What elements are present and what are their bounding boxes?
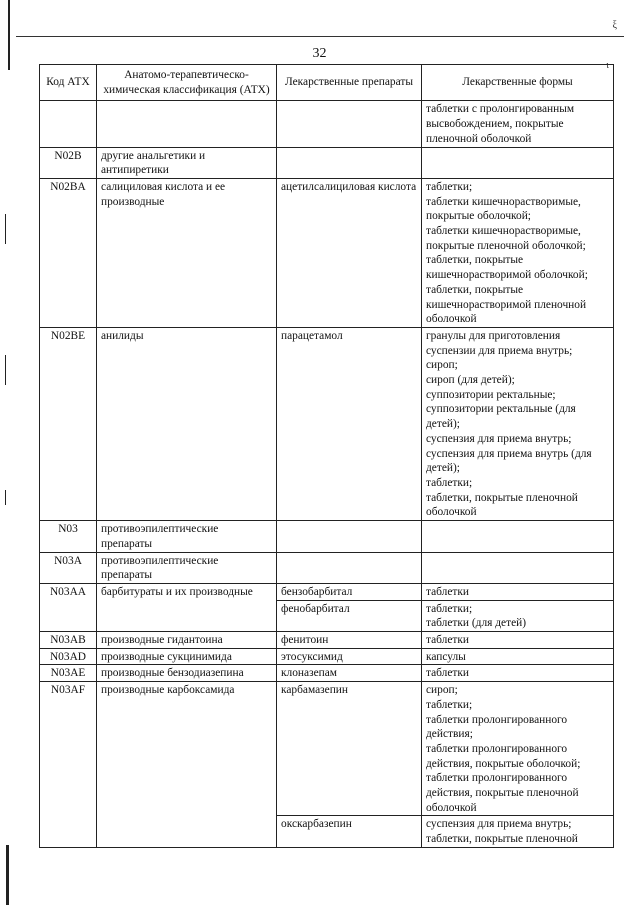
dosage-forms-cell — [422, 632, 614, 649]
scan-edge-mark — [5, 214, 6, 244]
scan-edge-mark — [6, 845, 9, 905]
atx-code-cell: N03 — [40, 521, 97, 552]
drug-name-cell — [277, 521, 422, 552]
table-row — [40, 552, 614, 583]
scan-edge-mark — [5, 490, 6, 505]
table-row — [40, 632, 614, 649]
dosage-form-item: таблетки; — [426, 476, 473, 489]
drug-name-cell: клоназепам — [277, 665, 422, 682]
header-drugs: Лекарственные препараты — [277, 65, 422, 101]
header-code: Код АТХ — [40, 65, 97, 101]
table-row — [40, 648, 614, 665]
dosage-form-item: таблетки — [426, 634, 470, 647]
dosage-form-item: таблетки пролонгированного действия, покрытые оболочкой; — [426, 742, 581, 770]
dosage-form-item: сироп; — [426, 359, 458, 372]
table-row — [40, 178, 614, 327]
atx-code-cell: N03AF — [40, 682, 97, 848]
dosage-forms-cell — [422, 600, 614, 631]
table-row — [40, 521, 614, 552]
atx-code-cell: N02BA — [40, 178, 97, 327]
table-row — [40, 147, 614, 178]
drug-name-cell: ацетилсалициловая кислота — [277, 178, 422, 327]
drug-name-cell — [277, 147, 422, 178]
table-row — [40, 682, 614, 816]
atx-classification-cell — [97, 101, 277, 147]
dosage-form-item: таблетки кишечнорастворимые, покрытые пленочной оболочкой; — [426, 225, 586, 252]
dosage-form-item: таблетки кишечнорастворимые, покрытые оболочкой; — [426, 195, 581, 223]
atx-table — [39, 64, 614, 848]
dosage-form-item: суспензия для приема внутрь (для детей); — [426, 447, 592, 475]
atx-code-cell: N03AD — [40, 648, 97, 665]
dosage-form-item: таблетки, покрытые пленочной оболочкой — [426, 491, 578, 519]
dosage-forms-cell — [422, 665, 614, 682]
drug-name-cell: окскарбазепин — [277, 816, 422, 847]
dosage-form-item: таблетки; — [426, 602, 473, 615]
dosage-form-item: таблетки — [426, 667, 470, 680]
dosage-forms-cell — [422, 648, 614, 665]
dosage-forms-cell — [422, 816, 614, 847]
table-body — [40, 101, 614, 847]
table-row — [40, 327, 614, 520]
dosage-form-item: таблетки, покрытые кишечнорастворимой пленочной оболочкой — [426, 283, 587, 326]
dosage-forms-cell — [422, 178, 614, 327]
atx-classification-cell: противоэпилептические препараты — [97, 552, 277, 583]
drug-name-cell: карбамазепин — [277, 682, 422, 816]
drug-name-cell: фенитоин — [277, 632, 422, 649]
header-classification: Анатомо-терапевтическо-химическая классификация (АТХ) — [97, 65, 277, 101]
atx-code-cell: N03A — [40, 552, 97, 583]
atx-classification-cell: барбитураты и их производные — [97, 583, 277, 631]
atx-classification-cell: салициловая кислота и ее производные — [97, 178, 277, 327]
top-rule — [16, 36, 624, 37]
atx-code-cell: N02B — [40, 147, 97, 178]
dosage-form-item: сироп; — [426, 684, 458, 697]
dosage-form-item: суспензия для приема внутрь; — [426, 432, 572, 445]
dosage-form-item: суппозитории ректальные; — [426, 388, 556, 401]
atx-classification-cell: анилиды — [97, 327, 277, 520]
atx-classification-cell: другие анальгетики и антипиретики — [97, 147, 277, 178]
dosage-form-item: таблетки пролонгированного действия; — [426, 713, 568, 741]
table-row — [40, 583, 614, 600]
page-number: 32 — [312, 46, 327, 61]
dosage-form-item: суппозитории ректальные (для детей); — [426, 403, 576, 431]
table-header-row — [40, 65, 614, 101]
atx-classification-cell: производные сукцинимида — [97, 648, 277, 665]
drug-name-cell: этосуксимид — [277, 648, 422, 665]
atx-code-cell: N03AA — [40, 583, 97, 631]
dosage-forms-cell — [422, 327, 614, 520]
small-mark: ι — [606, 60, 609, 71]
dosage-form-item: таблетки, покрытые пленочной — [426, 833, 578, 846]
atx-classification-cell: производные бензодиазепина — [97, 665, 277, 682]
drug-name-cell: фенобарбитал — [277, 600, 422, 631]
dosage-form-item: таблетки, покрытые кишечнорастворимой оболочкой; — [426, 254, 588, 282]
atx-code-cell: N03AB — [40, 632, 97, 649]
drug-name-cell — [277, 552, 422, 583]
dosage-forms-cell — [422, 147, 614, 178]
drug-name-cell: бензобарбитал — [277, 583, 422, 600]
atx-classification-cell: производные карбоксамида — [97, 682, 277, 848]
corner-mark: ξ — [612, 20, 617, 31]
dosage-form-item: таблетки; — [426, 180, 473, 193]
scan-edge-mark — [5, 355, 6, 385]
dosage-form-item: суспензия для приема внутрь; — [426, 818, 572, 831]
dosage-form-item: таблетки пролонгированного действия, покрытые пленочной оболочкой — [426, 772, 579, 814]
dosage-form-item: гранулы для приготовления суспензии для приема внутрь; — [426, 329, 573, 357]
dosage-forms-cell — [422, 583, 614, 600]
dosage-form-item: таблетки с пролонгированным высвобождением, покрытые пленочной оболочкой — [426, 103, 575, 145]
dosage-forms-cell — [422, 682, 614, 816]
dosage-form-item: капсулы — [426, 650, 466, 663]
atx-code-cell: N03AE — [40, 665, 97, 682]
atx-classification-cell: противоэпилептические препараты — [97, 521, 277, 552]
dosage-form-item: таблетки; — [426, 698, 473, 711]
table-row — [40, 665, 614, 682]
header-forms: Лекарственные формы — [422, 65, 614, 101]
dosage-forms-cell — [422, 101, 614, 147]
dosage-form-item: сироп (для детей); — [426, 374, 515, 387]
dosage-forms-cell — [422, 552, 614, 583]
dosage-form-item: таблетки (для детей) — [426, 617, 527, 630]
drug-name-cell — [277, 101, 422, 147]
dosage-form-item: таблетки — [426, 585, 470, 598]
atx-code-cell: N02BE — [40, 327, 97, 520]
atx-code-cell — [40, 101, 97, 147]
drug-name-cell: парацетамол — [277, 327, 422, 520]
dosage-forms-cell — [422, 521, 614, 552]
table-row — [40, 101, 614, 147]
atx-classification-cell: производные гидантоина — [97, 632, 277, 649]
